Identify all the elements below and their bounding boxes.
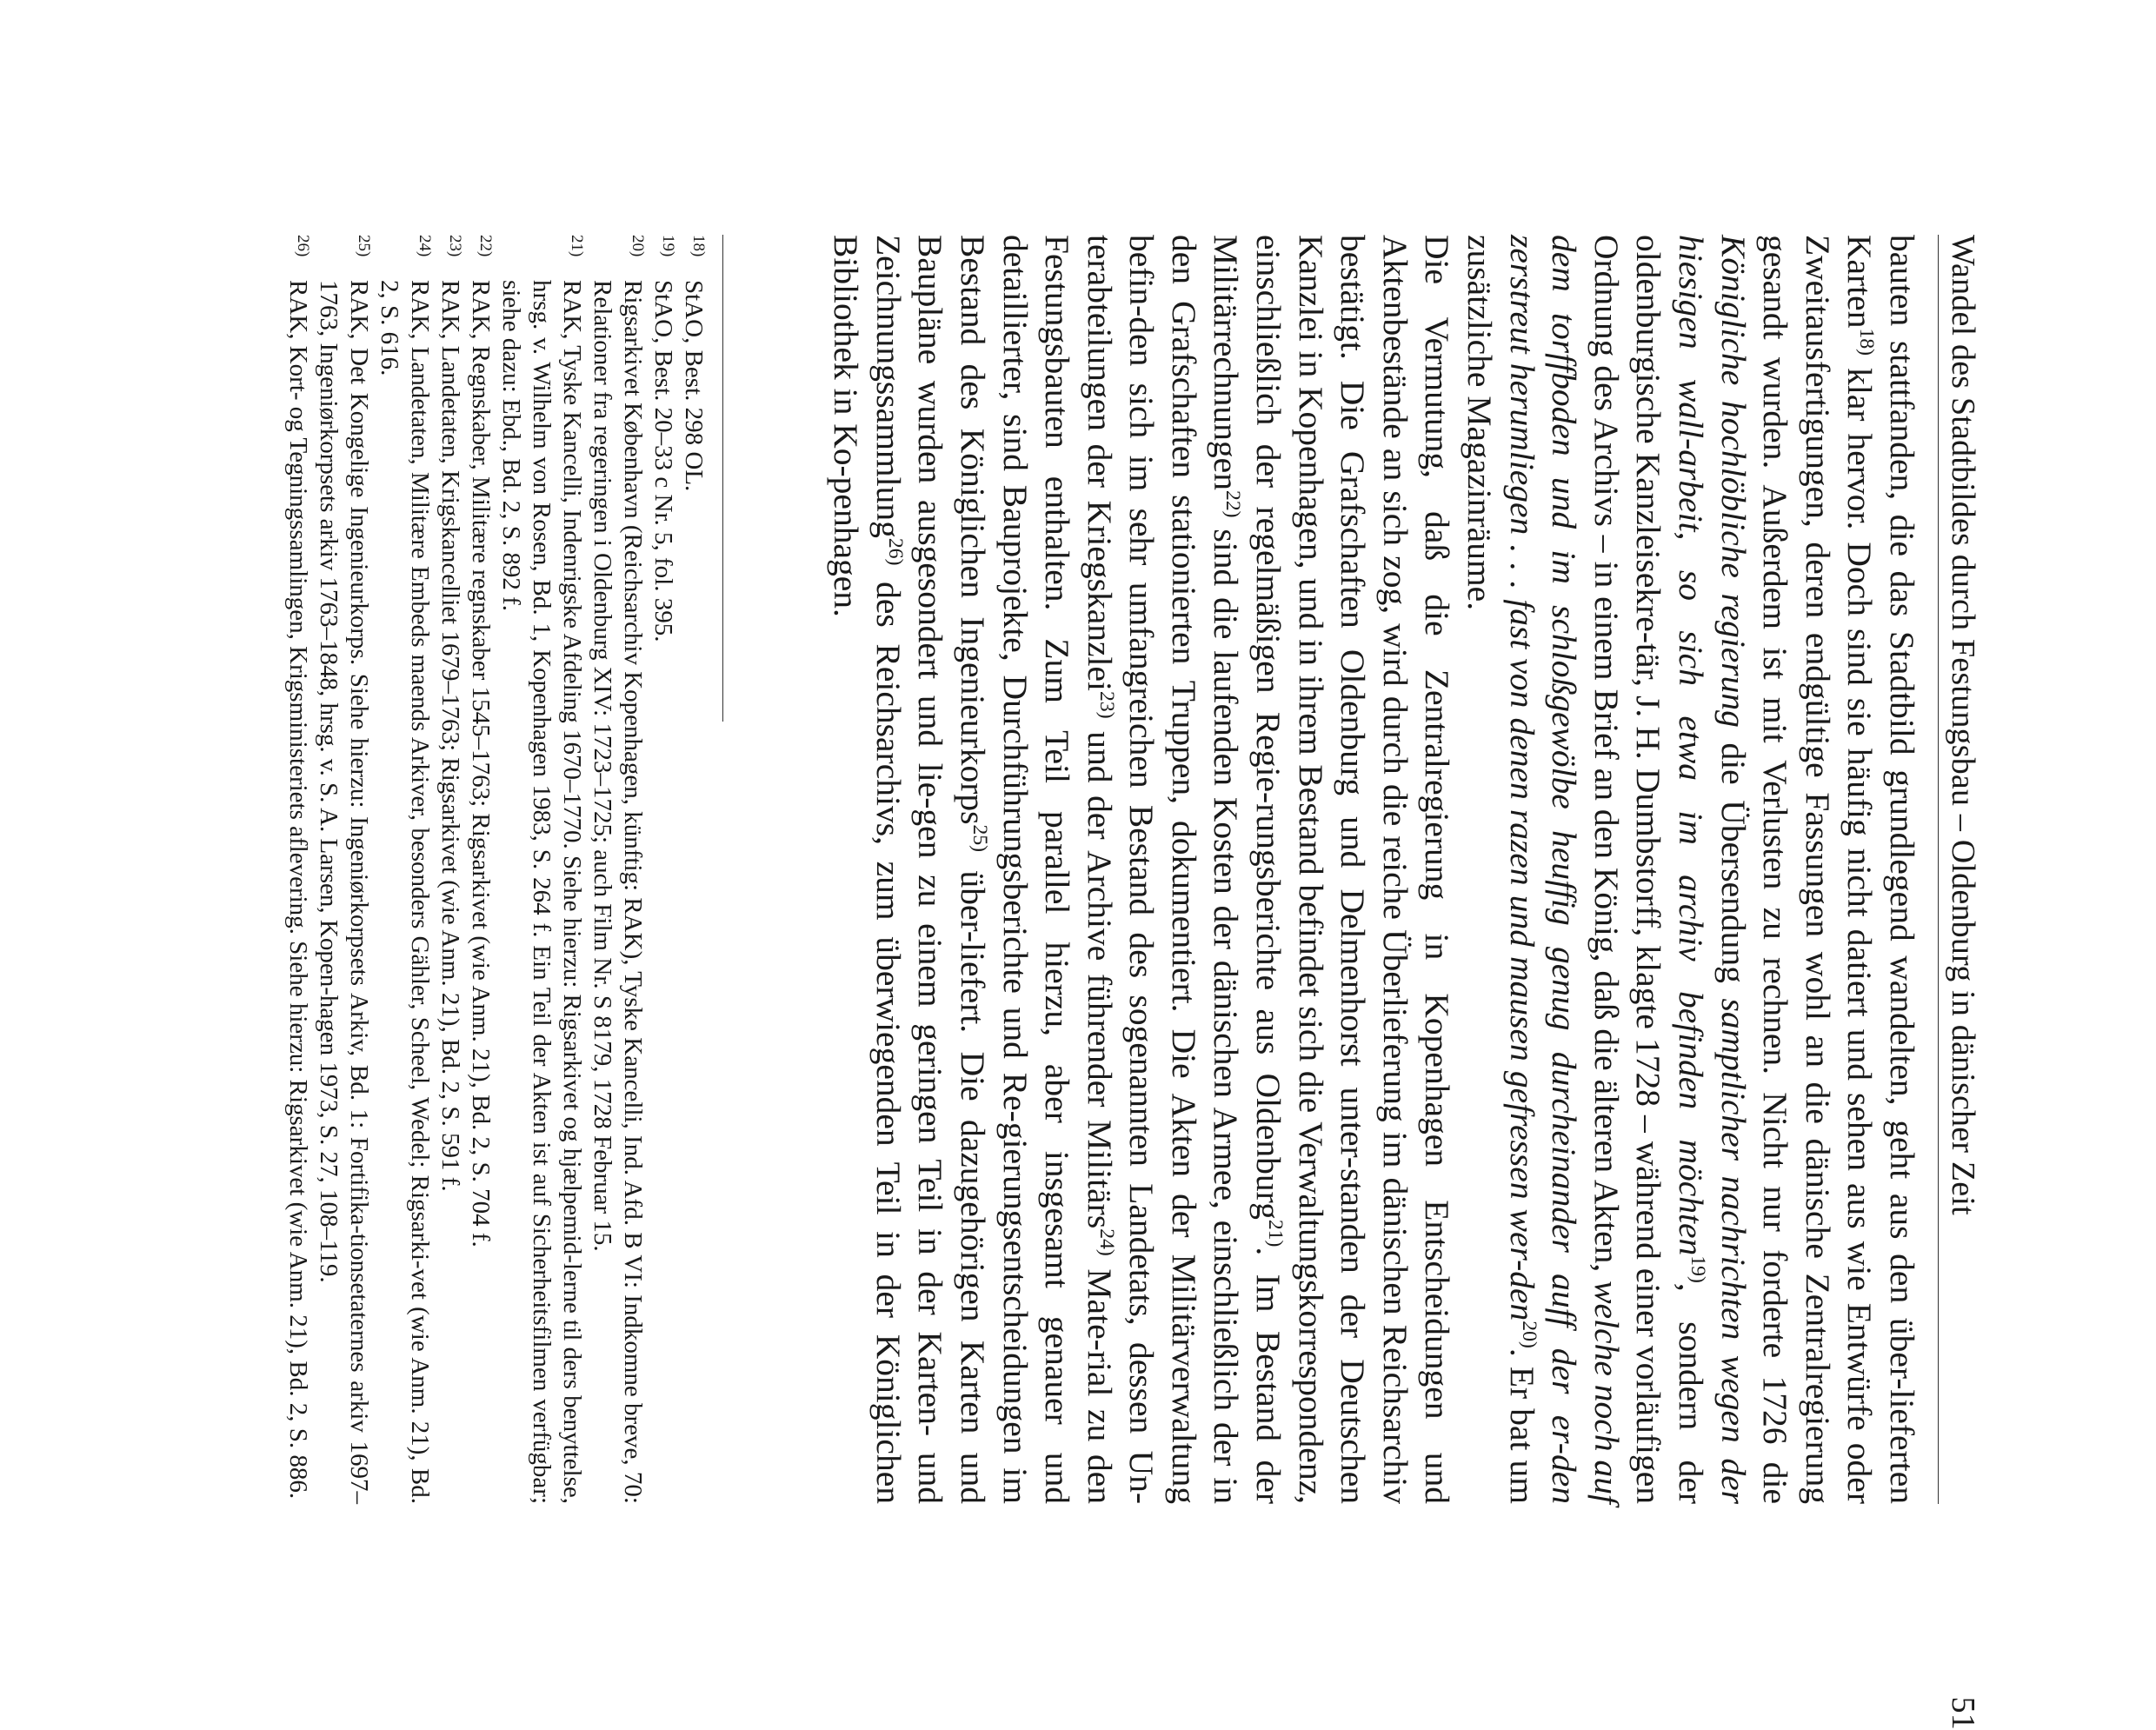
italic-quote: Königliche hochlöbliche regierung: [1713, 235, 1753, 728]
footnote: [678, 235, 709, 1504]
footnote: [283, 235, 313, 1504]
italic-quote: samptlicher nachrichten wegen der hiesigen wall-arbeit, so sich etwa im archiv befinden möchten: [1672, 235, 1753, 1505]
footnote: [374, 235, 435, 1504]
footnote-number: 19): [659, 235, 677, 257]
page-number: 51: [1945, 1696, 1981, 1730]
footnote-ref: 25): [968, 824, 992, 853]
footnote-ref: 24): [1095, 1228, 1118, 1256]
footnote: [465, 235, 496, 1504]
footnote-text: Rigsarkivet København (Reichsarchiv Kopenhagen, künftig: RAK), Tyske Kancelli, Ind. Afd. B VI: Indkomne breve, 70: Relationer fra regeringen i Oldenburg XIV: 1723–1725; auch Film Nr. S 8179, 1728 Februar 15.: [589, 280, 647, 1504]
footnote-number: 21): [568, 235, 586, 257]
footnote-ref: 22): [1221, 489, 1245, 518]
footnote: [587, 235, 648, 1504]
header-rule: [1938, 235, 1939, 1504]
footnote-text: StAO, Best. 298 OL.: [680, 280, 708, 492]
footnote-text: RAK, Landetaten, Militære Embeds maends Arkiver, besonders Gähler, Scheel, Wedel; Rigsarki-vet (wie Anm. 21), Bd. 2, S. 616.: [376, 280, 434, 1504]
footnote-ref: 26): [883, 537, 907, 566]
text-run: sind die laufenden Kosten der dänischen Armee, einschließlich der in den Grafschaften stationierten Truppen, dokumentiert. Die Akten der Militärverwaltung befin-den sich im sehr umfangreichen Bestand des sogenannten Landetats, dessen Un-terabteilungen der Kriegskanzlei: [1080, 235, 1246, 1504]
text-run: über-liefert. Die dazugehörigen Karten und Baupläne wurden ausgesondert und lie-gen zu einem geringen Teil in der Karten- und Zeichnungssammlung: [868, 235, 992, 1504]
footnote-text: StAO, Best. 20–33 c Nr. 5, fol. 395.: [649, 280, 677, 642]
footnote-text: RAK, Landetaten, Krigskancelliet 1679–1763; Rigsarkivet (wie Anm. 21), Bd. 2, S. 591 f.: [436, 280, 464, 1192]
footnote-ref: 23): [1095, 691, 1118, 719]
italic-quote: welche noch auf dem torffboden und im schloßgewölbe heuffig genug durcheinander auff der er-den zerstreut herumliegen . . . fast von denen razen und mausen gefressen wer-den: [1502, 235, 1626, 1504]
footnote: [496, 235, 587, 1504]
footnote-number: 26): [294, 235, 312, 257]
footnote-number: 23): [446, 235, 464, 257]
text-run: Die Vermutung, daß die Zentralregierung in Kopenhagen Entscheidungen und Aktenbestände an sich zog, wird durch die reiche Überlieferung im dänischen Reichsarchiv bestätigt. Die Grafschaften Oldenburg und Delmenhorst unter-standen der Deutschen Kanzlei in Kopenhagen, und in ihrem Bestand befindet sich die Verwaltungskorrespondenz, einschließlich der regelmäßigen Regie-rungsberichte aus Oldenburg: [1249, 235, 1457, 1504]
footnote-text: RAK, Det Kongelige Ingenieurkorps. Siehe hierzu: Ingeniørkorpsets Arkiv, Bd. 1: Fortifika-tionsetaternes arkiv 1697–1763, Ingeniørkorpsets arkiv 1763–1848, hrsg. v. S. A. Larsen, Kopen-hagen 1973, S. 27, 108–119.: [315, 280, 373, 1504]
footnote-text: RAK, Tyske Kancelli, Indenrigske Afdeling 1670–1770. Siehe hierzu: Rigsarkivet og hjælpemid-lerne til ders benyttelse, hrsg. v. Wilhelm von Rosen, Bd. 1, Kopenhagen 1983, S. 264 f. Ein Teil der Akten ist auf Sicherheitsfilmen verfügbar; siehe dazu: Ebd., Bd. 2, S. 892 f.: [497, 280, 586, 1504]
text-run: , sondern der oldenburgische Kanzleisekre-tär, J. H. Dumbstorff, klagte 1728 – während einer vorläufigen Ordnung des Archivs – in einem Brief an den König, daß die älteren Akten,: [1587, 235, 1711, 1504]
text-run: Mate-rial zu den Festungsbauten enthalten. Zum Teil parallel hierzu, aber insgesamt genauer und detaillierter, sind Bauprojekte, Durchführungsberichte und Re-gierungsentscheidungen im Bestand des Königlichen Ingenieurkorps: [953, 235, 1119, 1505]
footnote-text: RAK, Regnskaber, Militære regnskaber 1545–1763; Rigsarkivet (wie Anm. 21), Bd. 2, S. 704 f.: [467, 280, 495, 1248]
paragraph-1: [1458, 235, 1923, 1504]
text-run: bauten stattfanden, die das Stadtbild grundlegend wandelten, geht aus den über-: [1883, 235, 1921, 1390]
paragraph-2: [825, 235, 1459, 1504]
footnote-text: RAK, Kort- og Tegningssamlingen, Krigsministeriets aflevering. Siehe hierzu: Rigsarkivet (wie Anm. 21), Bd. 2, S. 886.: [284, 280, 312, 1500]
footnote-number: 20): [629, 235, 647, 257]
text-run: lieferten Karten: [1840, 235, 1921, 1504]
footnote: [435, 235, 465, 1504]
text-run: des Reichsarchivs, zum überwiegenden Teil in der Königlichen Bibliothek in Ko-penhagen.: [827, 235, 908, 1504]
footnote-ref: 19): [1687, 1255, 1710, 1283]
footnotes: [283, 235, 709, 1504]
text-run: und der Archive führender Militärs: [1080, 718, 1119, 1229]
text-run: die Übersendung: [1713, 727, 1753, 999]
running-head: [1939, 235, 1982, 1730]
running-title: Wandel des Stadtbildes durch Festungsbau – Oldenburg in dänischer Zeit: [1945, 235, 1981, 1215]
footnote-ref: 21): [1264, 1219, 1288, 1248]
footnote-number: 22): [476, 235, 495, 257]
text-run: . Er bat um zusätzliche Magazinräume.: [1461, 235, 1541, 1505]
footnote-number: 24): [416, 235, 434, 257]
footnote-number: 18): [689, 235, 708, 257]
footnote-rule: [722, 235, 723, 722]
body-text: [825, 235, 1923, 1504]
text-run: klar hervor. Doch sind sie häufig nicht datiert und sehen aus wie Entwürfe oder Zweitausfertigungen, deren endgültige Fassungen wohl an die dänische Zentralregierung gesandt wurden. Außerdem ist mit Verlusten zu rechnen. Nicht nur forderte 1726 die: [1756, 235, 1880, 1504]
footnote-number: 25): [355, 235, 373, 257]
footnote-ref: 20): [1517, 1321, 1540, 1348]
footnote: [313, 235, 374, 1504]
text-run: . Im Bestand der Militärrechnungen: [1207, 235, 1288, 1504]
footnote: [648, 235, 678, 1504]
footnote-ref: 18): [1855, 328, 1879, 356]
